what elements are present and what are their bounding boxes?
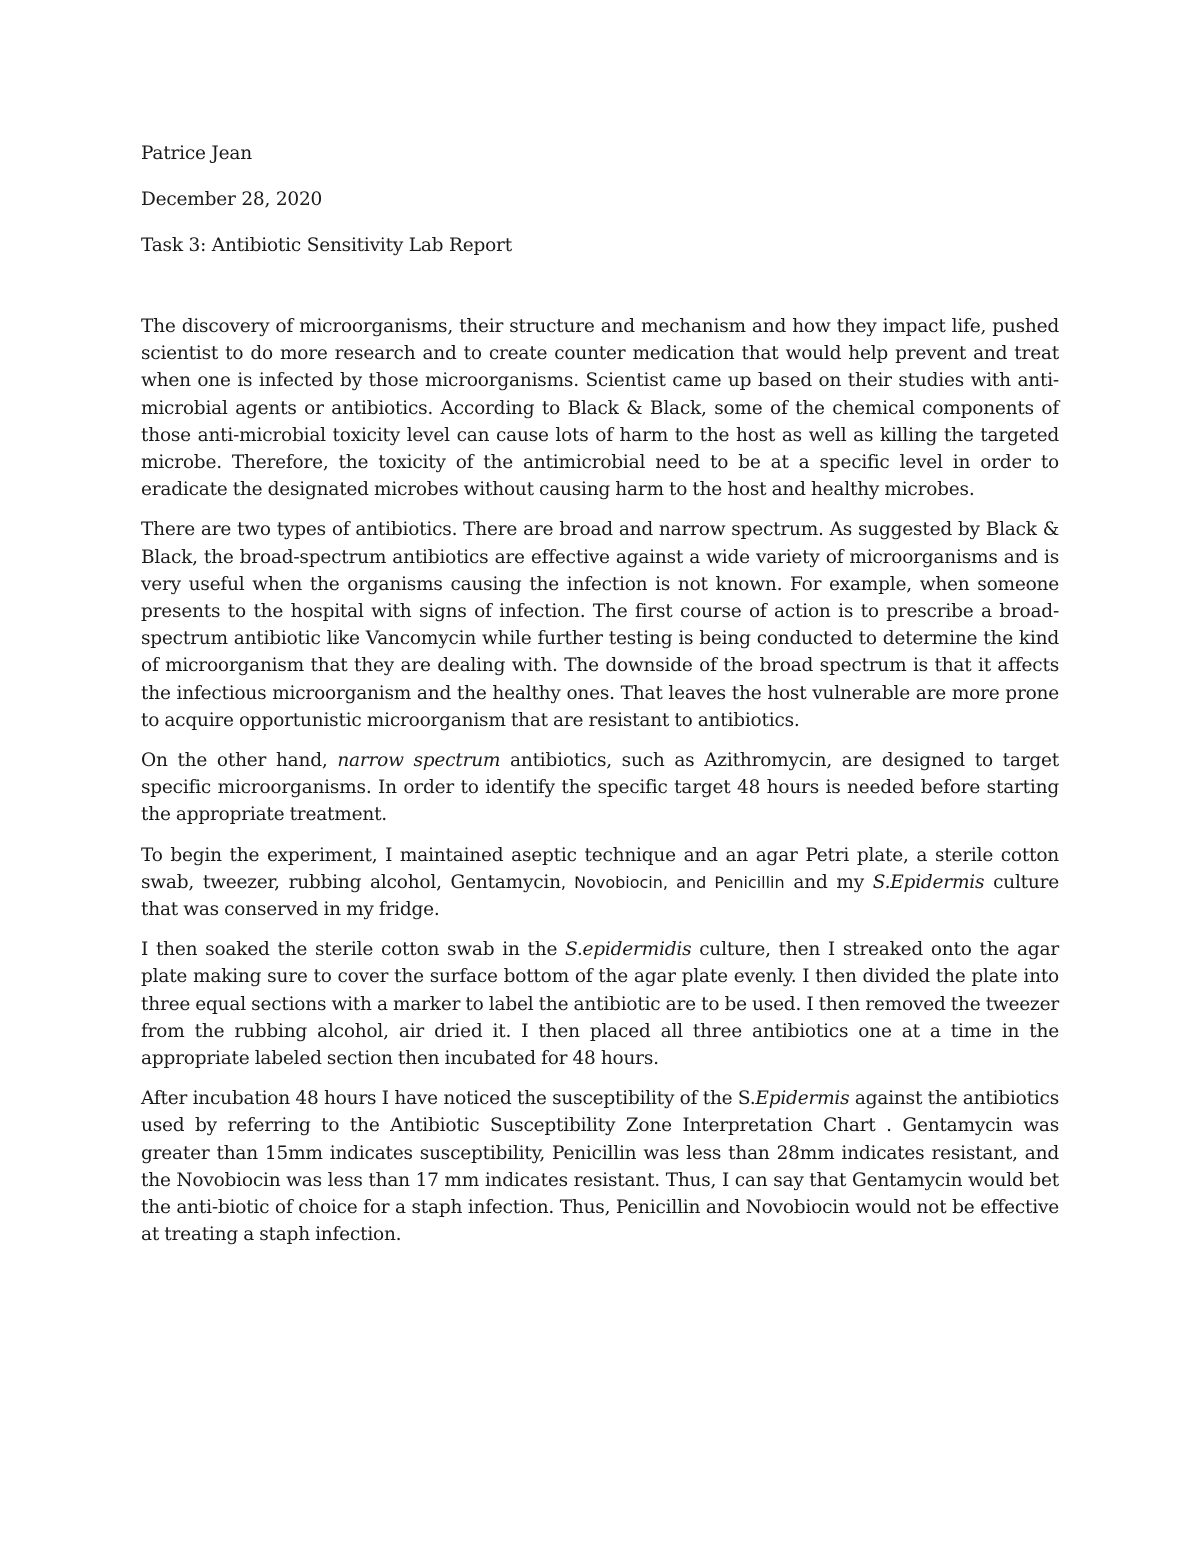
narrow-spectrum-text-c: antibiotics, such as Azithromycin, are designed to target specific microorganisms. In order to identify the specific target 48 hours is needed before starting the appropriate treatment. [141,750,1059,826]
materials-antibiotics-list: , Novobiocin, and Penicillin [560,872,785,892]
results-text-c: against the antibiotics used by referring to the Antibiotic Susceptibility Zone Interpretation Chart . Gentamycin was greater than 15mm indicates susceptibility, Penicillin was less than 28mm indicates resistant, and the Novobiocin was less than 17 mm indicates resistant. Thus, I can say that Gentamycin would bet the anti-biotic of choice for a staph infection. Thus, Penicillin and Novobiocin would not be effective at treating a staph infection. [141,1088,1059,1246]
document-header [141,141,1061,279]
results-organism-name: Epidermis [755,1088,850,1110]
narrow-spectrum-emphasis: narrow spectrum [337,750,501,772]
report-title: Task 3: Antibiotic Sensitivity Lab Report [141,235,512,256]
document-body [141,313,1059,1262]
report-date: December 28, 2020 [141,189,323,210]
procedure-organism-name: S.epidermidis [565,939,692,961]
author-name: Patrice Jean [141,143,252,164]
results-text-a: After incubation 48 hours I have noticed the susceptibility of the S. [141,1088,756,1110]
paragraph-antibiotic-types: There are two types of antibiotics. There are broad and narrow spectrum. As suggested by Black & Black, the broad-spectrum antibiotics are effective against a wide variety of microorganisms and is very useful when the organisms causing the infection is not known. For example, when someone presents to the hospital with signs of infection. The first course of action is to prescribe a broad-spectrum antibiotic like Vancomycin while further testing is being conducted to determine the kind of microorganism that they are dealing with. The downside of the broad spectrum is that it affects the infectious microorganism and the healthy ones. That leaves the host vulnerable are more prone to acquire opportunistic microorganism that are resistant to antibiotics. [141,519,1059,731]
paragraph-results [141,1085,1059,1248]
paragraph-procedure [141,936,1059,1072]
procedure-text-a: I then soaked the sterile cotton swab in the [141,939,566,961]
paragraph-narrow-spectrum [141,747,1059,829]
materials-text-c: and my [784,871,873,893]
paragraph-materials [141,842,1059,924]
materials-text-a: To begin the experiment, I maintained aseptic technique and an agar Petri plate, a sterile cotton swab, tweezer, rubbing alcohol, Gentamycin [141,844,1059,893]
narrow-spectrum-text-a: On the other hand, [141,750,338,772]
paragraph-intro: The discovery of microorganisms, their structure and mechanism and how they impact life, pushed scientist to do more research and to create counter medication that would help prevent and treat when one is infected by those microorganisms. Scientist came up based on their studies with anti-microbial agents or antibiotics. According to Black & Black, some of the chemical components of those anti-microbial toxicity level can cause lots of harm to the host as well as killing the targeted microbe. Therefore, the toxicity of the antimicrobial need to be at a specific level in order to eradicate the designated microbes without causing harm to the host and healthy microbes. [141,316,1059,501]
procedure-text-c: culture, then I streaked onto the agar plate making sure to cover the surface bottom of the agar plate evenly. I then divided the plate into three equal sections with a marker to label the antibiotic are to be used. I then removed the tweezer from the rubbing alcohol, air dried it. I then placed all three antibiotics one at a time in the appropriate labeled section then incubated for 48 hours. [141,939,1059,1070]
materials-organism-name: S.Epidermis [872,871,985,893]
materials-text-e: culture that was conserved in my fridge. [141,871,1060,921]
